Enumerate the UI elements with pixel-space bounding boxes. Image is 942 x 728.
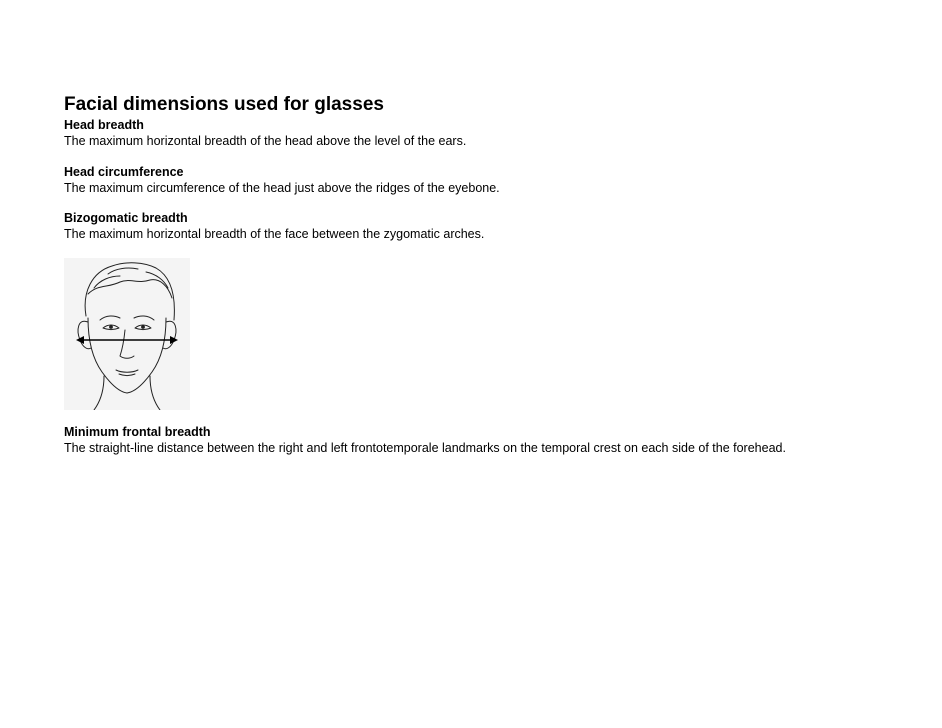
section-head-circumference — [64, 164, 500, 196]
face-measurement-icon — [64, 258, 190, 410]
section-description: The maximum horizontal breadth of the head above the level of the ears. — [64, 134, 467, 148]
section-bizygomatic-breadth — [64, 210, 484, 242]
section-heading: Head circumference — [64, 165, 184, 179]
section-description: The maximum horizontal breadth of the face between the zygomatic arches. — [64, 227, 485, 241]
section-description: The maximum circumference of the head just above the ridges of the eyebone. — [64, 181, 500, 195]
section-heading: Bizogomatic breadth — [64, 211, 188, 225]
section-description: The straight-line distance between the right and left frontotemporale landmarks on the temporal crest on each side of the forehead. — [64, 441, 786, 455]
section-heading: Minimum frontal breadth — [64, 425, 211, 439]
section-head-breadth — [64, 117, 466, 149]
section-heading: Head breadth — [64, 118, 144, 132]
section-minimum-frontal-breadth — [64, 424, 786, 456]
page-title: Facial dimensions used for glasses — [64, 94, 384, 115]
